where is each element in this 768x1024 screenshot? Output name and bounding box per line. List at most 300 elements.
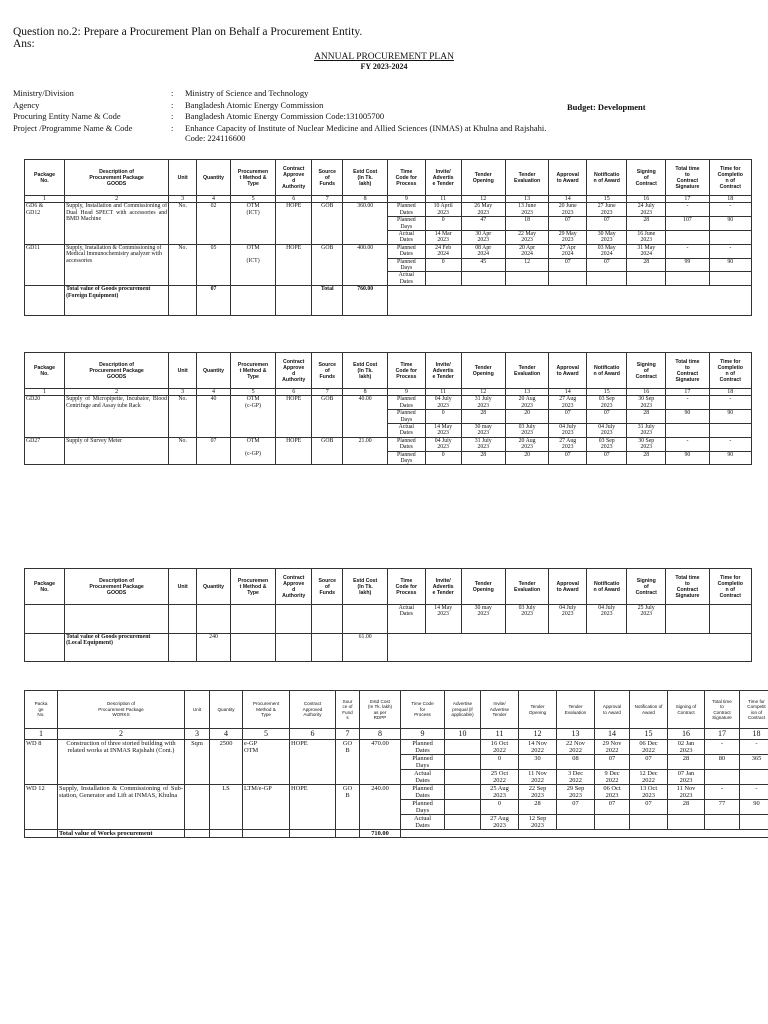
authority-cell: HOPE	[276, 437, 312, 465]
timeline-cell: 28	[461, 451, 505, 465]
empty-cell	[25, 286, 65, 316]
timeline-cell: 12	[505, 258, 548, 272]
column-header: Approval to Award	[549, 160, 587, 196]
column-number: 1	[25, 729, 58, 740]
meta-value: Ministry of Science and Technology	[185, 88, 309, 98]
column-number: 14	[549, 389, 587, 396]
total-cost: 710.00	[360, 830, 401, 838]
timeline-cell	[666, 424, 709, 438]
table-row	[25, 785, 768, 800]
timeline-cell: 04 July 2023	[549, 424, 587, 438]
timeline-cell: 45	[461, 258, 505, 272]
meta-ministry	[13, 88, 753, 100]
timeline-cell	[666, 605, 709, 634]
column-number: 3	[169, 389, 197, 396]
column-header: Notification of Award	[630, 691, 668, 729]
timeline-cell: -	[740, 740, 768, 755]
total-quantity: 240	[197, 634, 231, 662]
column-header: Approval to Award	[549, 569, 587, 605]
method-cell: OTM (c-GP)	[230, 437, 276, 465]
source-cell: GO B	[336, 740, 360, 785]
source-cell: GOB	[312, 437, 343, 465]
time-code-cell: Planned Days	[387, 410, 425, 424]
answer-label: Ans:	[13, 38, 35, 50]
method-cell: OTM (ICT)	[230, 203, 276, 244]
timeline-cell: 28	[627, 258, 666, 272]
timeline-cell: 22 Nov 2022	[557, 740, 595, 755]
package-no: GD20	[25, 396, 65, 437]
timeline-cell: 04 July 2023	[587, 424, 627, 438]
column-header: Package No.	[25, 569, 65, 605]
column-header: Description of Procurement Package WORKS	[58, 691, 185, 729]
timeline-cell: 03 Sep 2023	[587, 437, 627, 451]
column-number: 2	[65, 196, 169, 203]
package-no: GD11	[25, 244, 65, 285]
unit-cell: Sqm	[185, 740, 210, 785]
header-row	[25, 353, 752, 389]
timeline-cell: -	[705, 785, 740, 800]
total-row	[25, 830, 768, 838]
column-number: 9	[387, 196, 425, 203]
timeline-cell: 12 Dec 2022	[630, 770, 668, 785]
column-number: 3	[185, 729, 210, 740]
timeline-cell	[445, 770, 481, 785]
timeline-cell: 20 Aug 2023	[505, 396, 548, 410]
timeline-cell: 90	[709, 258, 751, 272]
column-header: Time Code for Process	[387, 569, 425, 605]
timeline-cell: 24 July 2023	[627, 203, 666, 217]
empty-cell	[276, 605, 312, 634]
timeline-cell: 90	[709, 410, 751, 424]
package-description: Supply, Installation & Commissioning of Sub-station, Generator and Lift at INMAS, Khulna	[58, 785, 185, 830]
header-row	[25, 691, 768, 729]
timeline-cell: 03 July 2023	[505, 424, 548, 438]
unit-cell	[185, 785, 210, 830]
timeline-cell	[709, 424, 751, 438]
column-header: Total time to Contract Signature	[666, 160, 709, 196]
column-header: Tender Evaluation	[505, 569, 548, 605]
column-number: 16	[627, 389, 666, 396]
column-number: 14	[549, 196, 587, 203]
timeline-cell	[445, 785, 481, 800]
column-number: 1	[25, 196, 65, 203]
quantity-cell: 07	[197, 437, 231, 465]
column-header: Time for Competit ion of Contract	[740, 691, 768, 729]
total-word: Total	[312, 286, 343, 316]
time-code-cell: Planned Dates	[387, 396, 425, 410]
timeline-cell: 06 Oct 2023	[595, 785, 630, 800]
timeline-cell: 27 June 2023	[587, 203, 627, 217]
column-header: Time for Completio n of Contract	[709, 353, 751, 389]
timeline-cell	[709, 231, 751, 245]
package-no: GD6 & GD12	[25, 203, 65, 244]
column-number: 17	[705, 729, 740, 740]
column-number: 15	[587, 389, 627, 396]
column-number: 10	[445, 729, 481, 740]
column-header: Estd Cost (In Tk. lakh)	[343, 569, 387, 605]
timeline-cell: 30 Apr 2023	[461, 231, 505, 245]
timeline-cell: 90	[740, 800, 768, 815]
package-description: Supply, Installation and Commissioning of Dual Head SPECT with accessories and BMD Machine	[65, 203, 169, 244]
table-row	[25, 203, 752, 217]
timeline-cell	[627, 272, 666, 286]
column-number: 14	[595, 729, 630, 740]
timeline-cell	[445, 755, 481, 770]
column-number: 11	[481, 729, 519, 740]
column-header: Time for Completio n of Contract	[709, 569, 751, 605]
timeline-cell: 30 may 2023	[461, 605, 505, 634]
column-number: 13	[505, 389, 548, 396]
quantity-cell: 05	[197, 244, 231, 285]
column-number: 5	[230, 196, 276, 203]
empty-cell	[230, 286, 276, 316]
unit-cell: No.	[169, 437, 197, 465]
column-number: 9	[401, 729, 445, 740]
timeline-cell: 07	[587, 451, 627, 465]
timeline-cell: 07	[587, 410, 627, 424]
package-no: GD27	[25, 437, 65, 465]
time-code-cell: Planned Dates	[401, 785, 445, 800]
total-cost: 61.00	[343, 634, 387, 662]
timeline-cell: 99	[666, 258, 709, 272]
timeline-cell	[445, 800, 481, 815]
column-header: Advertise prequal (if applicable)	[445, 691, 481, 729]
column-number: 13	[557, 729, 595, 740]
source-cell: GOB	[312, 203, 343, 244]
timeline-cell: 28	[519, 800, 557, 815]
timeline-cell: 28	[668, 800, 705, 815]
column-number: 16	[627, 196, 666, 203]
empty-cell	[243, 830, 290, 838]
empty-cell	[25, 634, 65, 662]
time-code-cell: Actual Dates	[401, 770, 445, 785]
column-header: Description of Procurement Package GOODS	[65, 353, 169, 389]
timeline-cell: -	[666, 396, 709, 410]
empty-cell	[230, 634, 276, 662]
package-description: Supply of Survey Meter	[65, 437, 169, 465]
package-no: WD 12	[25, 785, 58, 830]
empty-cell	[290, 830, 336, 838]
timeline-cell	[666, 231, 709, 245]
package-description: Supply, Installation & Commissioning of Medical Immunochemistry analyzer with accessories	[65, 244, 169, 285]
timeline-cell: 07	[587, 217, 627, 231]
timeline-cell: 9 Dec 2022	[595, 770, 630, 785]
table-row	[25, 740, 768, 755]
timeline-cell: 3 Dec 2022	[557, 770, 595, 785]
column-header: Approval to Award	[595, 691, 630, 729]
cost-cell: 40.00	[343, 396, 387, 437]
empty-cell	[343, 605, 387, 634]
column-number: 2	[58, 729, 185, 740]
timeline-cell: 0	[425, 410, 461, 424]
timeline-cell: 04 July 2023	[425, 396, 461, 410]
plan-title-block	[0, 52, 768, 72]
timeline-cell: 0	[425, 217, 461, 231]
timeline-cell: 0	[425, 258, 461, 272]
column-number-row	[25, 389, 752, 396]
timeline-cell: 07	[549, 451, 587, 465]
column-header: Sour ce of Fund s	[336, 691, 360, 729]
timeline-cell: 04 July 2023	[425, 437, 461, 451]
timeline-cell: 12 Sep 2023	[519, 815, 557, 830]
empty-cell	[169, 286, 197, 316]
timeline-cell: 20 June 2023	[549, 203, 587, 217]
column-header: Notificatio n of Award	[587, 160, 627, 196]
column-header: Total time to Contract Signature	[666, 353, 709, 389]
timeline-cell: 25 Oct 2022	[481, 770, 519, 785]
source-cell: GOB	[312, 396, 343, 437]
column-number: 12	[519, 729, 557, 740]
meta-label: Procuring Entity Name & Code	[13, 111, 121, 121]
time-code-cell: Planned Dates	[401, 740, 445, 755]
timeline-cell	[461, 272, 505, 286]
meta-value	[185, 123, 625, 143]
timeline-cell: 07	[630, 800, 668, 815]
column-header: Signing of Contract	[627, 569, 666, 605]
timeline-cell	[705, 770, 740, 785]
empty-cell	[276, 634, 312, 662]
column-header: Signing of Contract	[627, 353, 666, 389]
column-number-row	[25, 196, 752, 203]
plan-title: ANNUAL PROCUREMENT PLAN	[314, 52, 454, 62]
timeline-cell: 80	[705, 755, 740, 770]
timeline-cell: 08 Apr 2024	[461, 244, 505, 258]
timeline-cell	[666, 272, 709, 286]
timeline-cell: 14 May 2023	[425, 424, 461, 438]
time-code-cell: Planned Days	[401, 800, 445, 815]
timeline-cell: -	[666, 244, 709, 258]
timeline-cell: 107	[666, 217, 709, 231]
empty-cell	[25, 605, 65, 634]
source-cell: GO B	[336, 785, 360, 830]
column-number: 4	[210, 729, 243, 740]
empty-cell	[185, 830, 210, 838]
column-number: 4	[197, 196, 231, 203]
timeline-cell: 30	[519, 755, 557, 770]
column-number: 8	[360, 729, 401, 740]
package-no: WD 8	[25, 740, 58, 785]
timeline-cell: 90	[666, 451, 709, 465]
timeline-cell: 07	[557, 800, 595, 815]
column-header: Tender Opening	[461, 353, 505, 389]
authority-cell: HOPE	[276, 244, 312, 285]
authority-cell: HOPE	[290, 785, 336, 830]
timeline-cell: 31 July 2023	[461, 396, 505, 410]
empty-cell	[65, 605, 169, 634]
timeline-cell: 02 Jan 2023	[668, 740, 705, 755]
timeline-cell: 13 Oct 2023	[630, 785, 668, 800]
time-code-cell: Actual Dates	[387, 605, 425, 634]
column-number: 7	[312, 196, 343, 203]
time-code-cell: Actual Dates	[387, 424, 425, 438]
time-code-cell: Actual Dates	[387, 231, 425, 245]
quantity-cell: LS	[210, 785, 243, 830]
cost-cell: 470.00	[360, 740, 401, 785]
column-header: Procuremen t Method & Type	[230, 353, 276, 389]
timeline-cell: 26 May 2023	[461, 203, 505, 217]
column-header: Unit	[185, 691, 210, 729]
timeline-cell: 28	[627, 451, 666, 465]
authority-cell: HOPE	[276, 203, 312, 244]
timeline-cell	[709, 605, 751, 634]
column-header: Tender Evaluation	[505, 353, 548, 389]
authority-cell: HOPE	[290, 740, 336, 785]
column-header: Tender Evaluation	[557, 691, 595, 729]
timeline-cell: 30 May 2023	[587, 231, 627, 245]
column-header: Quantity	[197, 569, 231, 605]
column-header: Unit	[169, 569, 197, 605]
timeline-cell: 29 Sep 2023	[557, 785, 595, 800]
empty-cell	[276, 286, 312, 316]
column-header: Procuremen t Method & Type	[230, 160, 276, 196]
time-code-cell: Planned Dates	[387, 437, 425, 451]
goods-foreign-table	[24, 159, 752, 316]
time-code-cell: Planned Dates	[387, 203, 425, 217]
total-cost: 760.00	[343, 286, 387, 316]
timeline-cell: -	[709, 244, 751, 258]
cost-cell: 240.00	[360, 785, 401, 830]
column-header: Time for Completio n of Contract	[709, 160, 751, 196]
timeline-cell: 16 June 2023	[627, 231, 666, 245]
meta-colon: :	[171, 88, 174, 98]
timeline-cell	[740, 770, 768, 785]
timeline-cell: -	[709, 396, 751, 410]
column-header: Notificatio n of Award	[587, 569, 627, 605]
method-cell: LTM/e-GP	[243, 785, 290, 830]
timeline-cell: 27 Aug 2023	[481, 815, 519, 830]
column-number: 4	[197, 389, 231, 396]
column-number: 5	[230, 389, 276, 396]
meta-value: Bangladesh Atomic Energy Commission	[185, 99, 324, 110]
column-number: 8	[343, 196, 387, 203]
column-number: 18	[740, 729, 768, 740]
timeline-cell	[740, 815, 768, 830]
timeline-cell: 13 June 2023	[505, 203, 548, 217]
timeline-cell: 30 Sep 2023	[627, 437, 666, 451]
timeline-cell: 07	[595, 800, 630, 815]
column-number: 16	[668, 729, 705, 740]
timeline-cell: 04 July 2023	[587, 605, 627, 634]
column-header: Description of Procurement Package GOODS	[65, 160, 169, 196]
authority-cell: HOPE	[276, 396, 312, 437]
column-number: 1	[25, 389, 65, 396]
time-code-cell: Planned Dates	[387, 244, 425, 258]
total-label: Total value of Goods procurement (Local Equipment)	[65, 634, 169, 662]
timeline-cell: 16 Oct 2022	[481, 740, 519, 755]
column-header: Source of Funds	[312, 160, 343, 196]
column-header: Quantity	[197, 353, 231, 389]
timeline-cell: 27 Aug 2023	[549, 396, 587, 410]
quantity-cell: 2500	[210, 740, 243, 785]
timeline-cell: 31 July 2023	[461, 437, 505, 451]
column-header: Time Code for Process	[387, 160, 425, 196]
table-row	[25, 244, 752, 258]
timeline-cell: 25 Aug 2023	[481, 785, 519, 800]
column-number: 8	[343, 389, 387, 396]
timeline-cell: 27 Apr 2024	[549, 244, 587, 258]
total-label: Total value of Works procurement	[58, 830, 185, 838]
timeline-cell	[549, 272, 587, 286]
column-header: Invite/ Advertis e Tender	[425, 160, 461, 196]
timeline-cell: 22 May 2023	[505, 231, 548, 245]
empty-cell	[169, 634, 197, 662]
column-header: Contract Approve d Authority	[276, 569, 312, 605]
timeline-cell: 07	[587, 258, 627, 272]
empty-cell	[387, 286, 751, 316]
timeline-cell: 365	[740, 755, 768, 770]
column-number: 17	[666, 389, 709, 396]
column-number: 9	[387, 389, 425, 396]
column-number: 2	[65, 389, 169, 396]
cost-cell: 360.00	[343, 203, 387, 244]
column-number: 11	[425, 389, 461, 396]
timeline-cell	[587, 272, 627, 286]
column-header: Invite/ Advertise Tender	[481, 691, 519, 729]
timeline-cell: 28	[627, 217, 666, 231]
column-header: Packa ge No.	[25, 691, 58, 729]
timeline-cell: -	[666, 437, 709, 451]
quantity-cell: 02	[197, 203, 231, 244]
unit-cell: No.	[169, 203, 197, 244]
empty-cell	[387, 634, 751, 662]
timeline-cell	[630, 815, 668, 830]
column-header: Time Code for Process	[401, 691, 445, 729]
total-quantity: 07	[197, 286, 231, 316]
column-number: 12	[461, 389, 505, 396]
column-header: Estd Cost (In Tk. lakh) as per RDPP	[360, 691, 401, 729]
empty-cell	[25, 830, 58, 838]
timeline-cell: 07 Jan 2023	[668, 770, 705, 785]
time-code-cell: Planned Days	[387, 451, 425, 465]
timeline-cell: 10 April 2023	[425, 203, 461, 217]
empty-cell	[169, 605, 197, 634]
timeline-cell: -	[705, 740, 740, 755]
plan-fy: FY 2023-2024	[360, 62, 408, 71]
empty-cell	[336, 830, 360, 838]
timeline-cell: 03 July 2023	[505, 605, 548, 634]
timeline-cell: -	[666, 203, 709, 217]
timeline-cell	[595, 815, 630, 830]
column-number: 15	[630, 729, 668, 740]
column-number: 15	[587, 196, 627, 203]
column-number: 13	[505, 196, 548, 203]
meta-label: Agency	[13, 99, 40, 110]
source-cell: GOB	[312, 244, 343, 285]
empty-cell	[312, 634, 343, 662]
project-code: Code: 224116600	[185, 132, 246, 143]
timeline-cell: 11 Nov 2023	[668, 785, 705, 800]
empty-cell	[401, 830, 768, 838]
column-header: Invite/ Advertis e Tender	[425, 569, 461, 605]
timeline-cell: 14 Mar 2023	[425, 231, 461, 245]
column-number: 6	[276, 389, 312, 396]
timeline-cell: 30 may 2023	[461, 424, 505, 438]
total-label: Total value of Goods procurement (Foreign Equipment)	[65, 286, 169, 316]
column-number: 17	[666, 196, 709, 203]
empty-cell	[197, 605, 231, 634]
column-header: Unit	[169, 353, 197, 389]
timeline-cell: 07	[595, 755, 630, 770]
goods-local-continued-table	[24, 568, 752, 662]
total-row	[25, 286, 752, 316]
time-code-cell: Planned Days	[401, 755, 445, 770]
timeline-cell: -	[709, 203, 751, 217]
timeline-cell: 06 Dec 2022	[630, 740, 668, 755]
timeline-cell: 04 July 2023	[549, 605, 587, 634]
column-header: Procurement Method & Type	[243, 691, 290, 729]
total-row	[25, 634, 752, 662]
package-description: Construction of three storied building with related works at INMAS Rajshahi (Cont.)	[58, 740, 185, 785]
